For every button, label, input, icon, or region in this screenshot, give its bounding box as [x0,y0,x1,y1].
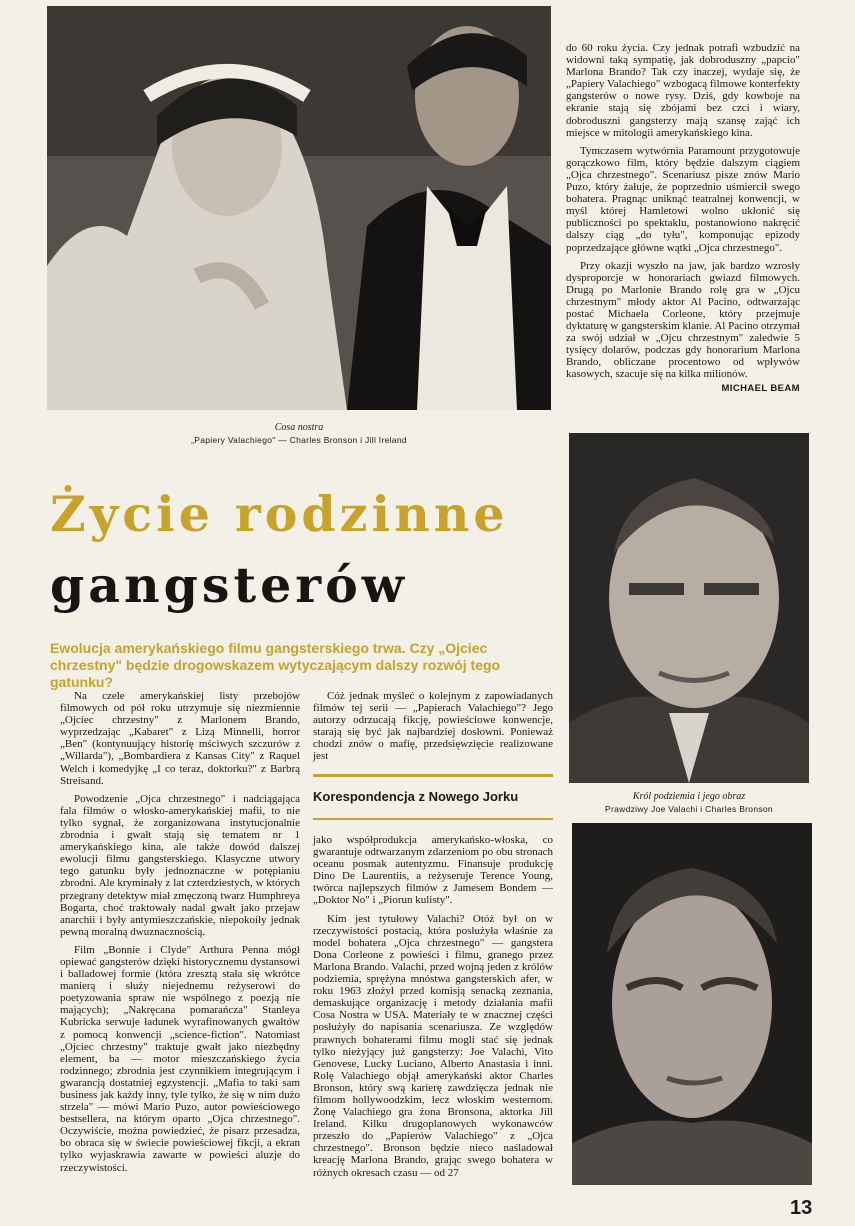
headline-line-2: gangsterów [50,556,408,614]
lead-paragraph: Ewolucja amerykańskiego filmu gangsterskiego trwa. Czy „Ojciec chrzestny" będzie drogowskazem wytyczającym dalszy rozwój tego gatunku? [50,640,501,690]
col2-paragraph: jako współprodukcja amerykańsko-włoska, co gwarantuje odtwarzanym zdarzeniom po obu stronach oceanu posmak autentyzmu. Finansuje produkcję Dino De Laurentiis, a reżyseruje Terence Young, twórca najlepszych filmów z Jamesem Bondem — „Doktor No" i „Piorun kulisty". [313,834,553,907]
section-rule [313,774,553,777]
col3-paragraph: Przy okazji wyszło na jaw, jak bardzo wzrosły dysproporcje w honorariach gwiazd filmowych. Drugą po Marlonie Brando rolę gra w „Ojcu chrzestnym" młody aktor Al Pacino, odtwarzając postać Michaela Corleone, który przejmuje dyktaturę w gangsterskim klanie. Al Pacino otrzymał za swój udział w „Ojcu chrzestnym" zaledwie 5 tysięcy dolarów, podczas gdy honorarium Marlona Brando, obliczane procentowo od wpływów kasowych, szacuje się na kilka milionów. [566,259,800,381]
column-1-text [60,690,300,1180]
caption-portraits [569,790,809,816]
valachi-photo-image [569,433,809,783]
column-3-text [566,42,800,395]
caption-portraits-title: Król podziemia i jego obraz [632,791,746,802]
col1-paragraph: Film „Bonnie i Clyde" Arthura Penna mógł opiewać gangsterów dzięki historycznemu dystansowi i balladowej formie (która zresztą stała się wkrótce manierą i służy niejednemu reżyserowi do poetyzowania spraw nie wspólnego z poezją nie mających); „Nakręcana pomarańcza" Stanleya Kubricka serwuje ładunek wyrafinowanych gwałtów z pomocą konwencji „science-fiction". Natomiast „Ojciec chrzestny" traktuje gwałt jako niezbędny element, ba — motor mieszczańskiego życia rodzinnego; zbrodnia jest czynnikiem integrującym i gwarancją dostatniej egzystencji. „Mafia to taki sam business jak każdy inny, tyle tylko, że się w nim dużo strzela" — mówi Mario Puzo, autor powieściowego bestsellera, na którym oparto „Ojca chrzestnego". Oczywiście, można powiedzieć, że pisarz przesadza, bo obraca się w świecie powieściowej fikcji, a ekran tylko wyjaskrawia zawarte w powieści aluzje do rzeczywistości. [60,943,300,1174]
column-2-top-text [313,690,553,769]
page-number: 13 [790,1197,813,1219]
caption-wedding [147,421,451,447]
photo-wedding [47,6,551,410]
col3-paragraph: do 60 roku życia. Czy jednak potrafi wzbudzić na widowni taką sympatię, jak dobroduszny „papcio" Marlona Brando? Tak czy inaczej, wydaje się, że „Papiery Valachiego" wzbogacą filmowe konterfekty gangsterów o nowe rysy. Dziś, gdy kowboje na ekranie stają się zbójami bez czci i wiary, dobroduszni gangsterzy mają szansę zająć ich miejsce w mitologii amerykańskiego kina. [566,42,800,139]
col3-paragraph: Tymczasem wytwórnia Paramount przygotowuje gorączkowo film, który będzie dalszym ciągiem „Ojca chrzestnego". Scenariusz pisze znów Mario Puzo, który żałuje, że poprzednio uśmiercił swego bohatera. Pragnąc uniknąć teatralnej konwencji, w myśl której Hamletowi wolno ukłonić się publiczności po spektaklu, postanowiono nakręcić dalszy ciąg „do tyłu", komponując epizody poprzedzające główne wątki „Ojca chrzestnego". [566,144,800,254]
col1-paragraph: Na czele amerykańskiej listy przebojów filmowych od pół roku utrzymuje się niezmiennie „Ojciec chrzestny" z Marlonem Brando, wyprzedzając „Kabaret" z Lizą Minnelli, horror „Ben" (kontynuujący historię mściwych szczurów z „Willarda"), „Bombardiera z Kansas City" z Raquel Welch i komedyjkę „I co teraz, doktorku?" z Barbrą Streisand. [60,690,300,787]
photo-joe-valachi [569,433,809,783]
column-2-bottom-text [313,834,553,1185]
caption-portraits-text: Prawdziwy Joe Valachi i Charles Bronson [605,804,773,814]
headline-line-1: Życie rodzinne [50,485,509,543]
author-signature: MICHAEL BEAM [721,382,800,394]
caption-wedding-text: „Papiery Valachiego" — Charles Bronson i Jill Ireland [191,435,407,445]
col1-paragraph: Powodzenie „Ojca chrzestnego" i nadciągająca fala filmów o włosko-amerykańskiej mafii, to nie tylko sygnał, że zorganizowana instytucjonalnie zbrodnia i gwałt stają się tematem nr 1 amerykańskiego kina, ale także dowód dalszej ewolucji filmu gangsterskiego. Klasyczne utwory tego gatunku były jednoznaczne w potępianiu zbrodni. Ale kryminały z lat czterdziestych, w których przegrany detektyw miał zmęczoną twarz Humphreya Bogarta, choć traktowały nadal gwałt jako przejaw anarchii i były antymieszczańskie, niepokoiły jednak pewną moralną dwuznacznością. [60,792,300,938]
wedding-photo-image [47,6,551,410]
section-heading: Korespondencja z Nowego Jorku [313,789,519,804]
bronson-photo-image [572,823,812,1185]
caption-wedding-title: Cosa nostra [274,422,324,433]
photo-charles-bronson [572,823,812,1185]
col2-paragraph: Cóż jednak myśleć o kolejnym z zapowiadanych filmów tej serii — „Papierach Valachiego"? Jego autorzy odrzucają fikcję, powieściowe konwencje, starają się być jak najbardziej dosłowni. Ponieważ chodzi znów o mafię, przedsięwzięcie realizowane jest [313,690,553,763]
section-rule [313,818,553,820]
col2-paragraph: Kim jest tytułowy Valachi? Otóż był on w rzeczywistości postacią, która posłużyła właśnie za model bohatera „Ojca chrzestnego" — gangstera Dona Corleone z powieści i filmu, granego przez Marlona Brando. Valachi, przed wojną jeden z królów podziemia, sprężyna mnóstwa gangsterskich afer, w roku 1963 złożył przed komisją senacką zeznania, demaskujące organizację i metody działania mafii Cosa Nostra w USA. Materiały te w znacznej części posłużyły do napisania scenariusza. Ze względów prawnych bohaterami filmu mogli stać się jednak tylko nieżyjący już gangsterzy: Joe Valachi, Vito Genovese, Lucky Luciano, Alberto Anastasia i inni. Rolę Valachiego objął amerykański aktor Charles Bronson, który swą karierę zawdzięcza jednak nie filmom hollywoodzkim, lecz włoskim westernom. Żonę Valachiego gra żona Bronsona, aktorka Jill Ireland. Kilku drugoplanowych wykonawców przeszło do „Papierów Valachiego" z „Ojca chrzestnego". Bronson będzie nieco naśladował kreację Marlona Brando, grając swego bohatera w różnych okresach czasu — od 27 [313,912,553,1179]
